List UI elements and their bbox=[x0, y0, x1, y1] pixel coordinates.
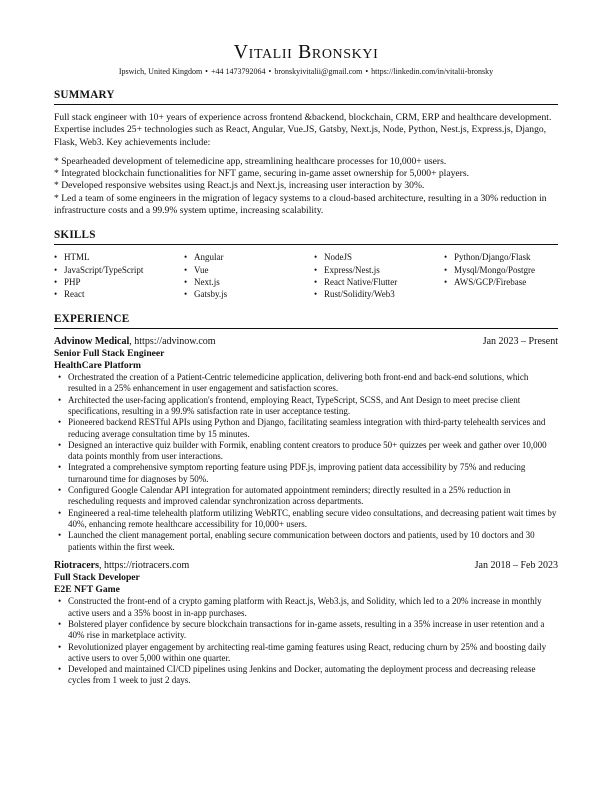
contact-line bbox=[54, 66, 558, 77]
achievement-item: * Spearheaded development of telemedicine app, streamlining healthcare processes for 10,000+ users. bbox=[54, 155, 447, 167]
skills-grid bbox=[54, 251, 558, 300]
job-role: Senior Full Stack Engineer bbox=[54, 348, 165, 360]
summary-heading: SUMMARY bbox=[54, 89, 558, 105]
job-bullet: • Pioneered backend RESTful APIs using Python and Django, facilitating seamless integration with third-party telehealth services and reducing average consultation time by 15 minutes. bbox=[54, 417, 558, 440]
skills-column bbox=[444, 251, 558, 300]
achievements-list bbox=[54, 156, 558, 217]
job-bullet: • Designed an interactive quiz builder with Formik, enabling content creators to produce 50+ quizzes per week and gather over 10,000 data points monthly from user interactions. bbox=[54, 440, 558, 463]
contact-separator: • bbox=[365, 67, 369, 76]
skill-item: • React Native/Flutter bbox=[314, 276, 444, 288]
linkedin-link[interactable]: https://linkedin.com/in/vitalii-bronsky bbox=[371, 67, 494, 76]
summary-section bbox=[54, 112, 558, 217]
achievement-item: * Led a team of some engineers in the migration of legacy systems to a cloud-based architecture, resulting in a 30% reduction in infrastructure costs and a 99.9% system uptime, increasing scalability. bbox=[54, 192, 547, 217]
company-name: Riotracers bbox=[54, 559, 99, 571]
job-bullet: • Architected the user-facing application's frontend, employing React, TypeScript, SCSS, and Ant Design to meet precise client specifications, resulting in a 99.9% satisfaction rate in user acceptance testing. bbox=[54, 395, 558, 418]
achievement-item: * Developed responsive websites using React.js and Next.js, increasing user interaction by 30%. bbox=[54, 180, 425, 192]
company-name: Advinow Medical bbox=[54, 335, 130, 347]
skill-item: • Rust/Solidity/Web3 bbox=[314, 288, 444, 300]
skill-item: • PHP bbox=[54, 276, 184, 288]
skills-heading: SKILLS bbox=[54, 229, 558, 245]
job-entry bbox=[54, 560, 558, 687]
skill-item: • JavaScript/TypeScript bbox=[54, 264, 184, 276]
job-header bbox=[54, 560, 558, 573]
skill-item: • Python/Django/Flask bbox=[444, 251, 558, 263]
job-header bbox=[54, 336, 558, 349]
job-entry bbox=[54, 336, 558, 553]
job-project: E2E NFT Game bbox=[54, 583, 120, 595]
location: Ipswich, United Kingdom bbox=[118, 67, 203, 76]
company-url[interactable]: https://riotracers.com bbox=[103, 559, 190, 571]
company-url[interactable]: https://advinow.com bbox=[134, 335, 216, 347]
job-bullet: • Revolutionized player engagement by architecting real-time gaming features using React, reducing churn by 25% and boosting daily active users to over 5,000 within one quarter. bbox=[54, 642, 558, 665]
skill-item: • AWS/GCP/Firebase bbox=[444, 276, 558, 288]
phone[interactable]: +44 1473792064 bbox=[210, 67, 266, 76]
skill-item: • NodeJS bbox=[314, 251, 444, 263]
skill-item: • Next.js bbox=[184, 276, 314, 288]
job-dates: Jan 2023 – Present bbox=[482, 335, 558, 347]
job-bullet: • Developed and maintained CI/CD pipelines using Jenkins and Docker, automating the deployment process and decreasing release cycles from 1 week to just 2 days. bbox=[54, 664, 558, 687]
summary-text: Full stack engineer with 10+ years of experience across frontend &backend, blockchain, CRM, ERP and healthcare development. Expertise includes 25+ technologies such as React, Angular, Vue.JS, Gatsby, Next.js, Node, Python, Nest.js, Express.js, Django, Flask, Web3. Key achievements include: bbox=[54, 112, 552, 148]
job-bullet: • Engineered a real-time telehealth platform utilizing WebRTC, enabling secure video consultations, and decreasing patient wait times by 40%, enhancing remote healthcare accessibility for 10,000+ users. bbox=[54, 508, 558, 531]
candidate-name: Vitalii Bronskyi bbox=[233, 41, 379, 63]
skills-column bbox=[184, 251, 314, 300]
job-bullet: • Bolstered player confidence by secure blockchain transactions for in-game assets, resulting in a 35% increase in user retention and a 40% rise in marketplace activity. bbox=[54, 619, 558, 642]
skill-item: • HTML bbox=[54, 251, 184, 263]
job-bullet: • Integrated a comprehensive symptom reporting feature using PDF.js, improving patient data accessibility by 75% and reducing turnaround time for diagnoses by 50%. bbox=[54, 462, 558, 485]
skills-column bbox=[314, 251, 444, 300]
job-role: Full Stack Developer bbox=[54, 572, 140, 584]
job-bullet: • Constructed the front-end of a crypto gaming platform with React.js, Web3.js, and Solidity, which led to a 20% increase in monthly active users and a 35% boost in in-app purchases. bbox=[54, 596, 558, 619]
achievement-item: * Integrated blockchain functionalities for NFT game, securing in-game asset ownership for 5,000+ players. bbox=[54, 168, 469, 180]
job-bullets bbox=[54, 596, 558, 686]
skill-item: • Angular bbox=[184, 251, 314, 263]
contact-separator: • bbox=[205, 67, 208, 76]
job-project: HealthCare Platform bbox=[54, 359, 141, 371]
email-link[interactable]: bronskyivitalii@gmail.com bbox=[274, 67, 363, 76]
job-bullets bbox=[54, 372, 558, 553]
skill-item: • React bbox=[54, 288, 184, 300]
contact-separator: • bbox=[268, 67, 272, 76]
job-bullet: • Launched the client management portal, enabling secure communication between doctors and patients, used by 10 doctors and 30 patients within the first week. bbox=[54, 530, 558, 553]
job-dates: Jan 2018 – Feb 2023 bbox=[474, 559, 558, 571]
skill-item: • Vue bbox=[184, 264, 314, 276]
job-bullet: • Configured Google Calendar API integration for automated appointment reminders; directly resulted in a 25% reduction in rescheduling requests and improved calendar synchronization across departments. bbox=[54, 485, 558, 508]
experience-heading: EXPERIENCE bbox=[54, 313, 558, 329]
job-company-line: Riotracers, https://riotracers.com bbox=[54, 559, 190, 571]
skill-item: • Express/Nest.js bbox=[314, 264, 444, 276]
skill-item: • Mysql/Mongo/Postgre bbox=[444, 264, 558, 276]
job-company-line: Advinow Medical, https://advinow.com bbox=[54, 335, 216, 347]
skill-item: • Gatsby.js bbox=[184, 288, 314, 300]
job-bullet: • Orchestrated the creation of a Patient-Centric telemedicine application, delivering both front-end and back-end solutions, which resulted in a 25% enhancement in user engagement and satisfaction scores. bbox=[54, 372, 558, 395]
skills-column bbox=[54, 251, 184, 300]
